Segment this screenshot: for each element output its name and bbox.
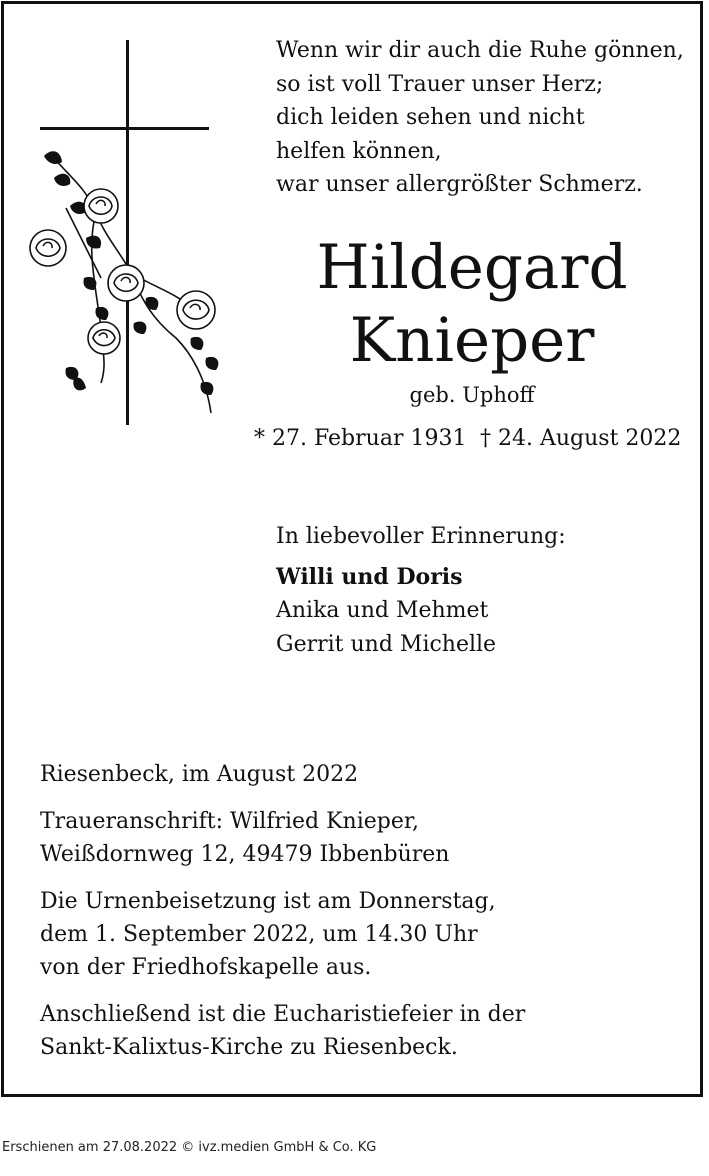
mourners-primary: Willi und Doris (276, 564, 463, 590)
maiden-name: geb. Uphoff (409, 383, 535, 407)
deceased-last-name: Knieper (349, 305, 595, 376)
poem-line: helfen können, (276, 138, 442, 164)
burial-info (40, 885, 525, 984)
place-date: Riesenbeck, im August 2022 (40, 762, 359, 787)
birth-date: * 27. Februar 1931 (254, 426, 467, 451)
mourner-name: Gerrit und Michelle (276, 632, 497, 657)
mourners-block (276, 520, 566, 662)
mass-info (40, 998, 525, 1064)
burial-line: von der Friedhofskapelle aus. (40, 955, 372, 980)
poem-line: war unser allergrößter Schmerz. (276, 172, 643, 198)
deceased-first-name: Hildegard (316, 232, 628, 303)
cross-with-roses-icon (26, 38, 241, 428)
poem-line: Wenn wir dir auch die Ruhe gönnen, (276, 38, 684, 63)
address-line: Traueranschrift: Wilfried Knieper, (40, 809, 419, 834)
notice-info (40, 758, 525, 1078)
mourner-name: Anika und Mehmet (276, 598, 489, 623)
burial-line: Die Urnenbeisetzung ist am Donnerstag, (40, 889, 496, 914)
death-date: † 24. August 2022 (480, 426, 682, 451)
mass-line: Anschließend ist die Eucharistiefeier in der (40, 1002, 526, 1027)
burial-line: dem 1. September 2022, um 14.30 Uhr (40, 922, 478, 947)
poem (276, 34, 684, 202)
mass-line: Sankt-Kalixtus-Kirche zu Riesenbeck. (40, 1035, 458, 1060)
poem-line: dich leiden sehen und nicht (276, 105, 585, 131)
condolence-address (40, 805, 525, 871)
mourners-intro: In liebevoller Erinnerung: (276, 524, 566, 549)
address-line: Weißdornweg 12, 49479 Ibbenbüren (40, 842, 450, 867)
poem-line: so ist voll Trauer unser Herz; (276, 71, 604, 97)
publication-footer: Erschienen am 27.08.2022 © ivz.medien GmbH & Co. KG (2, 1140, 377, 1155)
